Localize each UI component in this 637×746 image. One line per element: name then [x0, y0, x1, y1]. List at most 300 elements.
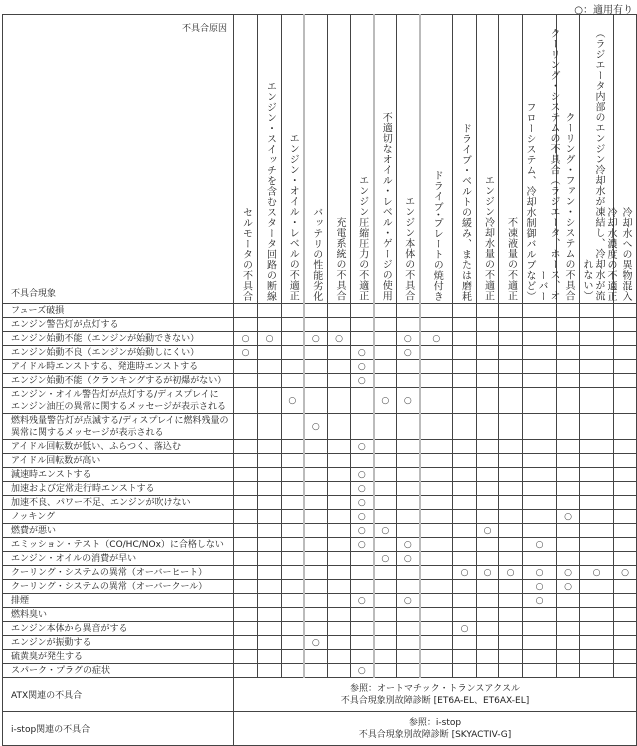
mark-cell	[397, 552, 420, 566]
reference-line2: 不具合現象別故障診断 [ET6A-EL、ET6AX-EL]	[340, 695, 530, 706]
mark-cell	[328, 552, 351, 566]
mark-cell	[499, 664, 523, 678]
mark-cell	[499, 346, 523, 360]
mark-cell	[304, 440, 328, 454]
applicable-mark-icon: ○	[403, 553, 412, 564]
table-row	[3, 636, 637, 650]
mark-cell	[304, 538, 328, 552]
mark-cell	[258, 388, 282, 414]
mark-cell	[282, 374, 304, 388]
symptom-label: エンジン・オイル警告灯が点灯する/ディスプレイに エンジン油圧の異常に関するメッセージが表示される	[3, 388, 234, 414]
mark-cell	[557, 374, 580, 388]
mark-cell	[234, 622, 258, 636]
mark-cell	[397, 510, 420, 524]
mark-cell	[420, 482, 453, 496]
mark-cell	[304, 524, 328, 538]
cause-label: 不適切なオイル・レベル・ゲージの使用	[380, 112, 392, 301]
mark-cell	[523, 482, 557, 496]
applicable-mark-icon: ○	[357, 469, 366, 480]
cause-header	[557, 15, 580, 304]
mark-cell	[614, 468, 637, 482]
mark-cell	[374, 608, 397, 622]
mark-cell	[420, 636, 453, 650]
mark-cell	[453, 650, 477, 664]
mark-cell	[523, 538, 557, 552]
applicable-mark-icon: ○	[535, 581, 544, 592]
applicable-mark-icon: ○	[564, 581, 572, 592]
applicable-mark-icon: ○	[535, 567, 544, 578]
mark-cell	[374, 566, 397, 580]
mark-cell	[614, 608, 637, 622]
table-row	[3, 664, 637, 678]
mark-cell	[282, 622, 304, 636]
mark-cell	[234, 510, 258, 524]
mark-cell	[580, 664, 614, 678]
mark-cell	[304, 360, 328, 374]
mark-cell	[282, 496, 304, 510]
symptom-label: エミッション・テスト（CO/HC/NOx）に合格しない	[3, 538, 234, 552]
mark-cell	[397, 454, 420, 468]
mark-cell	[328, 664, 351, 678]
mark-cell	[282, 594, 304, 608]
mark-cell	[580, 468, 614, 482]
mark-cell	[477, 440, 499, 454]
mark-cell	[420, 360, 453, 374]
mark-cell	[557, 580, 580, 594]
mark-cell	[304, 346, 328, 360]
cause-label: 冷却水への異物混入	[620, 206, 631, 301]
mark-cell	[523, 318, 557, 332]
mark-cell	[258, 566, 282, 580]
mark-cell	[523, 510, 557, 524]
mark-cell	[282, 538, 304, 552]
symptom-label: スパーク・プラグの症状	[3, 664, 234, 678]
symptom-axis-label: 不具合現象	[11, 289, 57, 299]
mark-cell	[420, 608, 453, 622]
applicable-mark-icon: ○	[432, 333, 441, 344]
mark-cell	[258, 510, 282, 524]
mark-cell	[282, 552, 304, 566]
mark-cell	[304, 622, 328, 636]
mark-cell	[328, 454, 351, 468]
mark-cell	[614, 538, 637, 552]
cause-header	[614, 15, 637, 304]
applicable-mark-icon: ○	[403, 347, 412, 358]
mark-cell	[258, 496, 282, 510]
mark-cell	[580, 374, 614, 388]
mark-cell	[523, 524, 557, 538]
mark-cell	[234, 388, 258, 414]
mark-cell	[374, 346, 397, 360]
mark-cell	[477, 580, 499, 594]
mark-cell	[477, 388, 499, 414]
mark-cell	[499, 332, 523, 346]
mark-cell	[420, 374, 453, 388]
mark-cell	[328, 332, 351, 346]
mark-cell	[397, 664, 420, 678]
mark-cell	[282, 636, 304, 650]
mark-cell	[351, 454, 374, 468]
mark-cell	[453, 332, 477, 346]
mark-cell	[328, 318, 351, 332]
mark-cell	[258, 454, 282, 468]
applicable-mark-icon: ○	[381, 525, 390, 536]
cause-header	[374, 15, 397, 304]
mark-cell	[477, 552, 499, 566]
mark-cell	[304, 482, 328, 496]
mark-cell	[453, 636, 477, 650]
applicable-mark-icon: ○	[357, 511, 366, 522]
mark-cell	[234, 468, 258, 482]
applicable-mark-icon: ○	[311, 333, 320, 344]
mark-cell	[523, 332, 557, 346]
applicable-mark-icon: ○	[506, 567, 515, 578]
mark-cell	[328, 304, 351, 318]
cause-label: クーリング・ファン・システムの不具合	[563, 112, 574, 301]
corner-cell	[3, 15, 234, 304]
mark-cell	[374, 664, 397, 678]
mark-cell	[614, 664, 637, 678]
symptom-label: アイドル回転数が低い、ふらつく、落込む	[3, 440, 234, 454]
mark-cell	[397, 304, 420, 318]
mark-cell	[477, 374, 499, 388]
mark-cell	[523, 388, 557, 414]
mark-cell	[557, 510, 580, 524]
mark-cell	[477, 482, 499, 496]
table-row	[3, 594, 637, 608]
mark-cell	[282, 524, 304, 538]
mark-cell	[397, 332, 420, 346]
mark-cell	[234, 664, 258, 678]
mark-cell	[304, 636, 328, 650]
mark-cell	[374, 622, 397, 636]
mark-cell	[557, 304, 580, 318]
mark-cell	[580, 304, 614, 318]
mark-cell	[557, 332, 580, 346]
table-row	[3, 414, 637, 440]
mark-cell	[374, 510, 397, 524]
mark-cell	[351, 332, 374, 346]
mark-cell	[557, 566, 580, 580]
mark-cell	[477, 650, 499, 664]
mark-cell	[234, 538, 258, 552]
mark-cell	[557, 650, 580, 664]
mark-cell	[557, 360, 580, 374]
mark-cell	[499, 374, 523, 388]
mark-cell	[397, 636, 420, 650]
cause-label: クーリング・システムの不具合（ラジエータ、ホース、オーバー フローシステム、冷却水制御バルブなど）	[524, 28, 559, 301]
mark-cell	[374, 482, 397, 496]
mark-cell	[580, 388, 614, 414]
cause-label: セルモータの不具合	[240, 206, 252, 301]
cause-label: エンジン本体の不具合	[402, 196, 414, 301]
mark-cell	[420, 622, 453, 636]
mark-cell	[351, 318, 374, 332]
mark-cell	[304, 664, 328, 678]
mark-cell	[328, 468, 351, 482]
mark-cell	[499, 482, 523, 496]
mark-cell	[374, 414, 397, 440]
applicable-mark-icon: ○	[288, 395, 297, 406]
mark-cell	[258, 524, 282, 538]
mark-cell	[453, 524, 477, 538]
mark-cell	[397, 482, 420, 496]
mark-cell	[258, 318, 282, 332]
mark-cell	[523, 552, 557, 566]
mark-cell	[614, 454, 637, 468]
mark-cell	[397, 594, 420, 608]
symptom-label: 硫黄臭が発生する	[3, 650, 234, 664]
mark-cell	[420, 346, 453, 360]
mark-cell	[453, 566, 477, 580]
mark-cell	[282, 332, 304, 346]
mark-cell	[557, 622, 580, 636]
applicable-mark-icon: ○	[403, 333, 412, 344]
mark-cell	[580, 622, 614, 636]
mark-cell	[374, 636, 397, 650]
reference-row	[3, 678, 637, 712]
applicable-mark-icon: ○	[311, 421, 320, 432]
mark-cell	[580, 608, 614, 622]
mark-cell	[420, 538, 453, 552]
symptom-label: エンジンが振動する	[3, 636, 234, 650]
mark-cell	[614, 414, 637, 440]
mark-cell	[234, 636, 258, 650]
mark-cell	[258, 580, 282, 594]
mark-cell	[580, 636, 614, 650]
mark-cell	[477, 636, 499, 650]
mark-cell	[374, 332, 397, 346]
mark-cell	[397, 524, 420, 538]
reference-line2: 不具合現象別故障診断 [SKYACTIV-G]	[358, 729, 512, 740]
mark-cell	[258, 636, 282, 650]
symptom-label: 燃料臭い	[3, 608, 234, 622]
mark-cell	[453, 538, 477, 552]
mark-cell	[304, 566, 328, 580]
mark-cell	[557, 440, 580, 454]
symptom-label: 加速不良、パワー不足、エンジンが吹けない	[3, 496, 234, 510]
mark-cell	[420, 664, 453, 678]
mark-cell	[304, 650, 328, 664]
mark-cell	[523, 468, 557, 482]
mark-cell	[234, 374, 258, 388]
mark-cell	[258, 414, 282, 440]
mark-cell	[557, 388, 580, 414]
mark-cell	[351, 580, 374, 594]
mark-cell	[328, 608, 351, 622]
reference-row	[3, 712, 637, 746]
mark-cell	[234, 524, 258, 538]
mark-cell	[328, 636, 351, 650]
mark-cell	[420, 318, 453, 332]
table-row	[3, 580, 637, 594]
mark-cell	[453, 664, 477, 678]
mark-cell	[580, 580, 614, 594]
applicable-mark-icon: ○	[241, 333, 250, 344]
mark-cell	[499, 650, 523, 664]
mark-cell	[282, 360, 304, 374]
mark-cell	[477, 454, 499, 468]
mark-cell	[304, 496, 328, 510]
mark-cell	[614, 482, 637, 496]
table-row	[3, 650, 637, 664]
symptom-label: エンジン本体から異音がする	[3, 622, 234, 636]
mark-cell	[351, 468, 374, 482]
mark-cell	[453, 440, 477, 454]
mark-cell	[234, 496, 258, 510]
mark-cell	[282, 304, 304, 318]
mark-cell	[499, 552, 523, 566]
applicable-mark-icon: ○	[460, 623, 469, 634]
mark-cell	[523, 664, 557, 678]
mark-cell	[258, 664, 282, 678]
mark-cell	[557, 538, 580, 552]
symptom-label: 排煙	[3, 594, 234, 608]
mark-cell	[304, 304, 328, 318]
mark-cell	[523, 594, 557, 608]
cause-label: エンジン冷却水量の不適正	[482, 175, 494, 301]
mark-cell	[282, 318, 304, 332]
mark-cell	[477, 346, 499, 360]
mark-cell	[477, 332, 499, 346]
mark-cell	[453, 580, 477, 594]
mark-cell	[397, 468, 420, 482]
mark-cell	[477, 304, 499, 318]
mark-cell	[282, 440, 304, 454]
mark-cell	[397, 608, 420, 622]
cause-label: バッテリの性能劣化	[310, 206, 322, 301]
mark-cell	[282, 414, 304, 440]
mark-cell	[453, 468, 477, 482]
mark-cell	[557, 524, 580, 538]
mark-cell	[557, 318, 580, 332]
mark-cell	[234, 440, 258, 454]
mark-cell	[453, 496, 477, 510]
mark-cell	[453, 454, 477, 468]
mark-cell	[477, 566, 499, 580]
mark-cell	[282, 468, 304, 482]
mark-cell	[374, 468, 397, 482]
mark-cell	[614, 304, 637, 318]
mark-cell	[499, 622, 523, 636]
mark-cell	[304, 580, 328, 594]
mark-cell	[374, 580, 397, 594]
mark-cell	[282, 664, 304, 678]
symptom-label: クーリング・システムの異常（オーバークール）	[3, 580, 234, 594]
symptom-label: 減速時エンストする	[3, 468, 234, 482]
mark-cell	[234, 566, 258, 580]
table-row	[3, 440, 637, 454]
reference-text	[234, 678, 637, 712]
mark-cell	[580, 510, 614, 524]
mark-cell	[557, 482, 580, 496]
symptom-label: エンジン始動不能（エンジンが始動できない）	[3, 332, 234, 346]
mark-cell	[351, 622, 374, 636]
mark-cell	[420, 566, 453, 580]
mark-cell	[304, 332, 328, 346]
mark-cell	[351, 374, 374, 388]
cause-label: エンジン圧縮圧力の不適正	[356, 175, 368, 301]
mark-cell	[328, 580, 351, 594]
mark-cell	[477, 622, 499, 636]
mark-cell	[420, 440, 453, 454]
mark-cell	[614, 332, 637, 346]
mark-cell	[477, 318, 499, 332]
symptom-label: 燃料残量警告灯が点滅する/ディスプレイに燃料残量の 異常に関するメッセージが表示される	[3, 414, 234, 440]
mark-cell	[499, 580, 523, 594]
applicable-mark-icon: ○	[564, 567, 572, 578]
mark-cell	[557, 608, 580, 622]
mark-cell	[580, 332, 614, 346]
mark-cell	[234, 580, 258, 594]
mark-cell	[258, 650, 282, 664]
mark-cell	[614, 360, 637, 374]
applicable-mark-icon: ○	[357, 665, 366, 676]
reference-text	[234, 712, 637, 746]
mark-cell	[328, 622, 351, 636]
mark-cell	[397, 374, 420, 388]
mark-cell	[374, 650, 397, 664]
applicable-mark-icon: ○	[357, 497, 366, 508]
mark-cell	[420, 594, 453, 608]
mark-cell	[258, 538, 282, 552]
mark-cell	[328, 594, 351, 608]
mark-cell	[374, 552, 397, 566]
mark-cell	[304, 594, 328, 608]
mark-cell	[374, 496, 397, 510]
mark-cell	[374, 304, 397, 318]
mark-cell	[351, 664, 374, 678]
applicable-mark-icon: ○	[535, 539, 544, 550]
table-row	[3, 552, 637, 566]
mark-cell	[453, 594, 477, 608]
mark-cell	[258, 608, 282, 622]
mark-cell	[351, 414, 374, 440]
applicable-mark-icon: ○	[357, 441, 366, 452]
mark-cell	[477, 608, 499, 622]
mark-cell	[397, 414, 420, 440]
mark-cell	[523, 374, 557, 388]
mark-cell	[420, 650, 453, 664]
applicable-mark-icon: ○	[535, 595, 544, 606]
mark-cell	[397, 440, 420, 454]
table-row	[3, 538, 637, 552]
mark-cell	[282, 608, 304, 622]
mark-cell	[614, 496, 637, 510]
symptom-label: アイドル回転数が高い	[3, 454, 234, 468]
mark-cell	[234, 594, 258, 608]
mark-cell	[258, 552, 282, 566]
applicable-mark-icon: ○	[403, 595, 412, 606]
mark-cell	[397, 496, 420, 510]
mark-cell	[499, 608, 523, 622]
mark-cell	[557, 594, 580, 608]
mark-cell	[523, 650, 557, 664]
cause-header	[453, 15, 477, 304]
mark-cell	[351, 566, 374, 580]
mark-cell	[234, 454, 258, 468]
mark-cell	[397, 622, 420, 636]
mark-cell	[614, 374, 637, 388]
mark-cell	[304, 454, 328, 468]
mark-cell	[420, 510, 453, 524]
mark-cell	[397, 566, 420, 580]
symptom-label: 燃費が悪い	[3, 524, 234, 538]
mark-cell	[614, 346, 637, 360]
mark-cell	[397, 318, 420, 332]
mark-cell	[453, 318, 477, 332]
mark-cell	[499, 360, 523, 374]
